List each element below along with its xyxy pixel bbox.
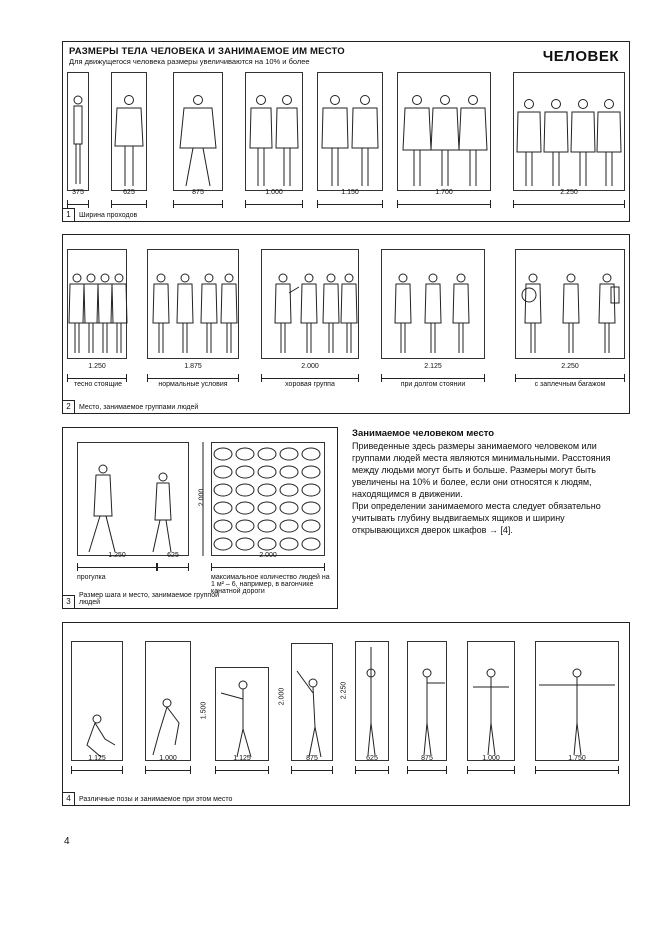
body-text	[352, 428, 614, 536]
dimension-line	[67, 197, 89, 207]
width-label: 625	[366, 755, 378, 762]
crowd-person-topview	[258, 538, 276, 550]
width-label: 1.750	[568, 755, 586, 762]
crowd-person-topview	[280, 520, 298, 532]
body-paragraph: При определении занимаемого места следует обязательно учитывать глубину выдвигаемых ящиков и ширину открывающихся дверок шкафов → [4].	[352, 501, 601, 535]
width-label: 1.125	[233, 755, 251, 762]
group-label: тесно стоящие	[73, 381, 123, 388]
crowd-person-topview	[302, 520, 320, 532]
figure-4-panel	[62, 622, 630, 806]
crowd-person-topview	[236, 466, 254, 478]
crowd-person-topview	[236, 538, 254, 550]
dimension-line	[173, 197, 223, 207]
width-label: 375	[72, 189, 84, 196]
width-label: 1.125	[88, 755, 106, 762]
crowd-person-topview	[258, 520, 276, 532]
dimension-line	[245, 197, 303, 207]
step-width-label: 625	[167, 552, 179, 559]
page-number: 4	[64, 836, 70, 847]
width-label: 1.875	[184, 363, 202, 370]
width-label: 1.000	[159, 755, 177, 762]
chapter-title: ЧЕЛОВЕК	[542, 48, 619, 65]
figure-caption: Ширина проходов	[79, 212, 138, 219]
dimension-line	[111, 197, 147, 207]
crowd-person-topview	[280, 466, 298, 478]
crowd-person-topview	[214, 520, 232, 532]
figure-number: 2	[63, 400, 75, 413]
figure-number: 4	[63, 792, 75, 805]
dimension-line	[211, 560, 325, 570]
figure-caption: Место, занимаемое группами людей	[79, 404, 199, 411]
width-label: 1.700	[435, 189, 453, 196]
dimension-line	[77, 560, 157, 570]
width-label: 1.000	[482, 755, 500, 762]
dimension-line	[515, 371, 625, 381]
crowd-person-topview	[258, 466, 276, 478]
crowd-person-topview	[258, 502, 276, 514]
figure-3-panel	[62, 427, 338, 609]
dimension-line	[67, 371, 127, 381]
walk-width-label: 1.250	[108, 552, 126, 559]
crowd-label: максимальное количество людей на 1 м² – 6, например, в вагончике канатной дороги	[211, 574, 330, 595]
crowd-person-topview	[302, 466, 320, 478]
crowd-person-topview	[236, 502, 254, 514]
crowd-person-topview	[280, 448, 298, 460]
width-label: 875	[306, 755, 318, 762]
crowd-person-topview	[302, 448, 320, 460]
width-label: 625	[123, 189, 135, 196]
figure-caption: Размер шага и место, занимаемое группой людей	[79, 592, 219, 606]
crowd-person-topview	[258, 484, 276, 496]
height-label: 1.500	[200, 701, 208, 720]
dimension-line	[147, 371, 239, 381]
poses-illustration	[63, 623, 629, 805]
crowd-person-topview	[302, 502, 320, 514]
body-paragraph: Приведенные здесь размеры занимаемого человеком или группами людей места являются минимальными. Расстояния между людьми могут быть и больше. Размеры могут быть увеличены на 10% и более, если они относятся к людям, находящимся в движении.	[352, 441, 611, 499]
crowd-person-topview	[280, 484, 298, 496]
dimension-line	[397, 197, 491, 207]
section-subtitle: Для движущегося человека размеры увеличиваются на 10% и более	[69, 57, 310, 66]
crowd-person-topview	[236, 520, 254, 532]
crowd-person-topview	[214, 538, 232, 550]
group-label: нормальные условия	[158, 381, 228, 388]
groups-illustration	[63, 235, 629, 415]
group-label: хоровая группа	[285, 381, 335, 388]
width-label: 2.250	[561, 363, 579, 370]
dimension-line	[467, 763, 515, 773]
crowd-person-topview	[302, 484, 320, 496]
crowd-person-topview	[214, 502, 232, 514]
section-title: РАЗМЕРЫ ТЕЛА ЧЕЛОВЕКА И ЗАНИМАЕМОЕ ИМ МЕСТО	[69, 46, 345, 57]
dimension-line	[317, 197, 383, 207]
crowd-person-topview	[214, 448, 232, 460]
dimension-line	[291, 763, 333, 773]
group-label: при долгом стоянии	[400, 381, 466, 388]
width-label: 1.150	[341, 189, 359, 196]
width-label: 875	[421, 755, 433, 762]
dimension-line	[513, 197, 625, 207]
dimension-line	[215, 763, 269, 773]
figure-number: 3	[63, 595, 75, 608]
walk-label: прогулка	[77, 574, 106, 581]
crowd-person-topview	[302, 538, 320, 550]
figure-caption: Различные позы и занимаемое при этом место	[79, 796, 233, 803]
crowd-person-topview	[236, 448, 254, 460]
width-label: 1.000	[265, 189, 283, 196]
figure-number: 1	[63, 208, 75, 221]
dimension-line	[157, 560, 189, 570]
group-label: с заплечным багажом	[534, 381, 606, 388]
body-title: Занимаемое человеком место	[352, 428, 495, 439]
dimension-line	[71, 763, 123, 773]
dimension-line	[535, 763, 619, 773]
crowd-height-label: 2.000	[198, 488, 206, 507]
crowd-person-topview	[214, 484, 232, 496]
height-label: 2.000	[278, 687, 286, 706]
width-label: 2.000	[301, 363, 319, 370]
crowd-person-topview	[214, 466, 232, 478]
dimension-line	[407, 763, 447, 773]
crowd-person-topview	[280, 502, 298, 514]
dimension-line	[381, 371, 485, 381]
width-label: 2.250	[560, 189, 578, 196]
width-label: 1.250	[88, 363, 106, 370]
figure-1-panel	[62, 41, 630, 222]
crowd-width-label: 2.000	[259, 552, 277, 559]
crowd-person-topview	[236, 484, 254, 496]
height-label: 2.250	[340, 681, 348, 700]
figure-2-panel	[62, 234, 630, 414]
crowd-person-topview	[258, 448, 276, 460]
crowd-person-topview	[280, 538, 298, 550]
dimension-line	[145, 763, 191, 773]
width-label: 2.125	[424, 363, 442, 370]
dimension-line	[355, 763, 389, 773]
width-label: 875	[192, 189, 204, 196]
dimension-line	[261, 371, 359, 381]
